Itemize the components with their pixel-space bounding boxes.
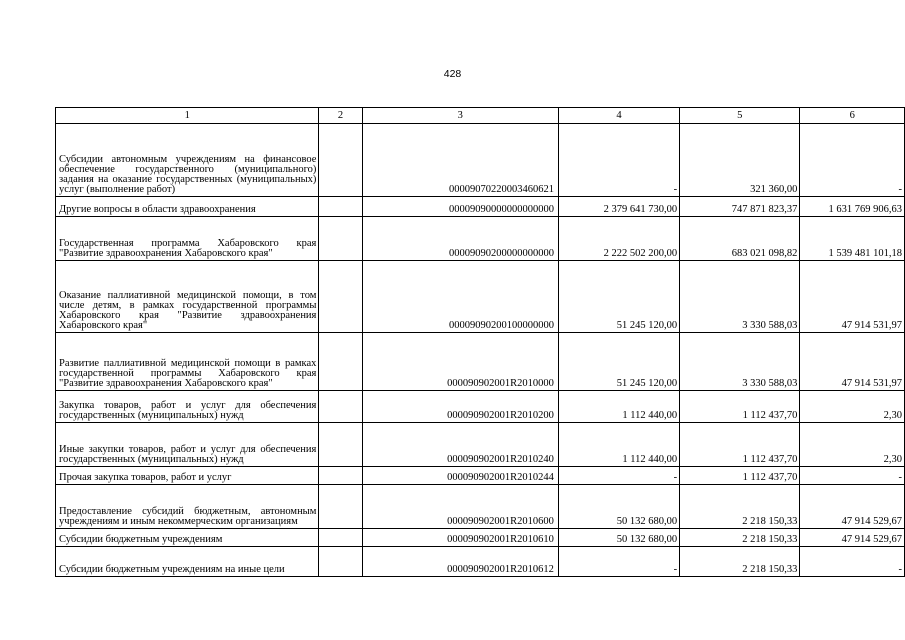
table-row <box>56 529 905 547</box>
row-value-6: 47 914 531,97 <box>800 261 905 333</box>
table-row <box>56 197 905 217</box>
row-col2 <box>319 529 362 547</box>
row-col2 <box>319 261 362 333</box>
row-col2 <box>319 333 362 391</box>
row-name: Оказание паллиативной медицинской помощи, в том числе детям, в рамках государственной программы Хабаровского края "Развитие здравоохранения Хабаровского края" <box>56 261 319 333</box>
row-value-5: 1 112 437,70 <box>680 423 800 467</box>
row-name: Субсидии бюджетным учреждениям на иные цели <box>56 547 319 577</box>
row-value-5: 1 112 437,70 <box>680 467 800 485</box>
header-cell: 6 <box>800 108 905 124</box>
row-value-4: 2 222 502 200,00 <box>558 217 679 261</box>
table-row <box>56 391 905 423</box>
row-value-4: - <box>558 467 679 485</box>
row-code: 00009090200000000000 <box>362 217 558 261</box>
row-name: Прочая закупка товаров, работ и услуг <box>56 467 319 485</box>
header-cell: 3 <box>362 108 558 124</box>
row-value-6: 1 631 769 906,63 <box>800 197 905 217</box>
row-value-4: 51 245 120,00 <box>558 261 679 333</box>
row-value-5: 2 218 150,33 <box>680 485 800 529</box>
row-code: 00009090200100000000 <box>362 261 558 333</box>
row-value-5: 683 021 098,82 <box>680 217 800 261</box>
row-col2 <box>319 197 362 217</box>
row-name: Развитие паллиативной медицинской помощи в рамках государственной программы Хабаровского края "Развитие здравоохранения Хабаровского края" <box>56 333 319 391</box>
table-header-row <box>56 108 905 124</box>
row-value-5: 2 218 150,33 <box>680 547 800 577</box>
table-row <box>56 467 905 485</box>
row-code: 000090902001R2010240 <box>362 423 558 467</box>
header-cell: 4 <box>558 108 679 124</box>
row-name: Закупка товаров, работ и услуг для обеспечения государственных (муниципальных) нужд <box>56 391 319 423</box>
row-value-6: 47 914 529,67 <box>800 529 905 547</box>
table-row <box>56 217 905 261</box>
row-value-6: 47 914 529,67 <box>800 485 905 529</box>
table-row <box>56 423 905 467</box>
row-value-4: 1 112 440,00 <box>558 391 679 423</box>
table-row <box>56 124 905 197</box>
row-value-5: 321 360,00 <box>680 124 800 197</box>
row-value-4: 51 245 120,00 <box>558 333 679 391</box>
row-value-4: - <box>558 124 679 197</box>
row-col2 <box>319 124 362 197</box>
row-code: 000090902001R2010610 <box>362 529 558 547</box>
row-col2 <box>319 467 362 485</box>
row-value-6: - <box>800 124 905 197</box>
row-name: Субсидии бюджетным учреждениям <box>56 529 319 547</box>
row-value-5: 2 218 150,33 <box>680 529 800 547</box>
row-col2 <box>319 547 362 577</box>
header-cell: 5 <box>680 108 800 124</box>
row-name: Иные закупки товаров, работ и услуг для обеспечения государственных (муниципальных) нужд <box>56 423 319 467</box>
row-name: Предоставление субсидий бюджетным, автономным учреждениям и иным некоммерческим организациям <box>56 485 319 529</box>
page-number: 428 <box>443 68 462 80</box>
row-code: 000090902001R2010612 <box>362 547 558 577</box>
row-value-4: 50 132 680,00 <box>558 485 679 529</box>
row-code: 00009070220003460621 <box>362 124 558 197</box>
row-name: Другие вопросы в области здравоохранения <box>56 197 319 217</box>
row-value-4: 50 132 680,00 <box>558 529 679 547</box>
header-cell: 2 <box>319 108 362 124</box>
row-value-6: 2,30 <box>800 423 905 467</box>
row-value-5: 747 871 823,37 <box>680 197 800 217</box>
row-value-5: 3 330 588,03 <box>680 333 800 391</box>
row-code: 000090902001R2010000 <box>362 333 558 391</box>
row-col2 <box>319 423 362 467</box>
row-code: 000090902001R2010244 <box>362 467 558 485</box>
row-code: 00009090000000000000 <box>362 197 558 217</box>
row-code: 000090902001R2010200 <box>362 391 558 423</box>
row-value-6: 47 914 531,97 <box>800 333 905 391</box>
row-col2 <box>319 391 362 423</box>
row-value-5: 1 112 437,70 <box>680 391 800 423</box>
budget-table <box>55 107 905 577</box>
row-value-4: - <box>558 547 679 577</box>
row-value-6: - <box>800 467 905 485</box>
row-code: 000090902001R2010600 <box>362 485 558 529</box>
row-value-6: 2,30 <box>800 391 905 423</box>
header-cell: 1 <box>56 108 319 124</box>
row-value-6: - <box>800 547 905 577</box>
row-name: Субсидии автономным учреждениям на финансовое обеспечение государственного (муниципального) задания на оказание государственных (муниципальных) услуг (выполнение работ) <box>56 124 319 197</box>
row-col2 <box>319 485 362 529</box>
table-row <box>56 547 905 577</box>
row-col2 <box>319 217 362 261</box>
row-value-4: 2 379 641 730,00 <box>558 197 679 217</box>
table-row <box>56 333 905 391</box>
row-value-4: 1 112 440,00 <box>558 423 679 467</box>
row-name: Государственная программа Хабаровского края "Развитие здравоохранения Хабаровского края" <box>56 217 319 261</box>
row-value-5: 3 330 588,03 <box>680 261 800 333</box>
table-row <box>56 485 905 529</box>
row-value-6: 1 539 481 101,18 <box>800 217 905 261</box>
table-row <box>56 261 905 333</box>
